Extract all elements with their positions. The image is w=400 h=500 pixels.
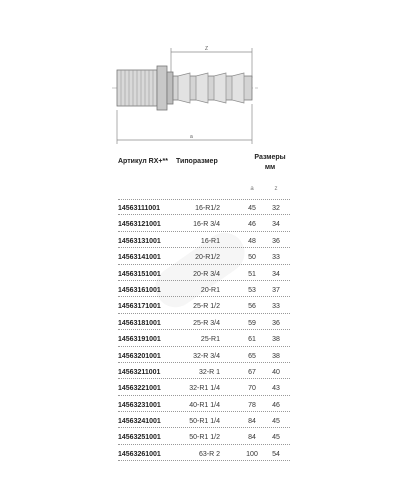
size-cell: 25-R 1/2 (193, 303, 220, 311)
size-cell: 16-R 3/4 (193, 221, 220, 229)
size-cell: 32-R1 1/4 (189, 385, 220, 393)
table-row (0, 281, 400, 297)
size-cell: 50-R1 1/4 (189, 418, 220, 426)
article-cell: 14563261001 (118, 450, 161, 458)
dim-z-cell: 46 (272, 401, 280, 409)
article-cell: 14563141001 (118, 254, 161, 262)
dim-a-cell: 53 (248, 286, 256, 294)
dim-a-cell: 67 (248, 368, 256, 376)
dim-a-cell: 61 (248, 336, 256, 344)
dim-z-cell: 38 (272, 352, 280, 360)
article-cell: 14563251001 (118, 434, 161, 442)
dim-z-cell: 38 (272, 336, 280, 344)
size-cell: 32-R 3/4 (193, 352, 220, 360)
dim-a-cell: 50 (248, 254, 256, 262)
dim-z-cell: 40 (272, 368, 280, 376)
article-cell: 14563191001 (118, 336, 161, 344)
size-cell: 25-R 3/4 (193, 319, 220, 327)
article-cell: 14563241001 (118, 418, 161, 426)
dim-label-a: a (190, 134, 193, 140)
size-cell: 50-R1 1/2 (189, 434, 220, 442)
size-cell: 63-R 2 (198, 450, 220, 458)
table-row (0, 248, 400, 264)
table-row (0, 396, 400, 412)
article-cell: 14563121001 (118, 221, 161, 229)
table-row (0, 199, 400, 215)
table-row (0, 379, 400, 395)
dim-a-cell: 59 (248, 319, 256, 327)
table-row (0, 412, 400, 428)
size-cell: 16-R1 (200, 237, 220, 245)
column-header-size: Типоразмер (176, 158, 218, 165)
column-header-dimensions-unit: мм (264, 164, 276, 171)
article-cell: 14563161001 (118, 286, 161, 294)
size-cell: 20-R1 (200, 286, 220, 294)
dim-a-cell: 78 (248, 401, 256, 409)
dim-z-cell: 43 (272, 385, 280, 393)
column-subheader-a: a (250, 186, 254, 192)
article-cell: 14563201001 (118, 352, 161, 360)
article-cell: 14563221001 (118, 385, 161, 393)
dim-z-cell: 37 (272, 286, 280, 294)
table-row (0, 215, 400, 231)
table-row (0, 330, 400, 346)
table-row (0, 297, 400, 313)
table-row (0, 265, 400, 281)
dim-a-cell: 70 (248, 385, 256, 393)
dim-z-cell: 45 (272, 434, 280, 442)
article-cell: 14563111001 (118, 205, 161, 212)
size-cell: 16-R1/2 (195, 205, 220, 212)
dim-a-cell: 46 (248, 221, 256, 229)
column-header-article: Артикул RX+** (118, 158, 168, 165)
fitting-body (117, 66, 252, 110)
article-cell: 14563151001 (118, 270, 161, 278)
column-header-dimensions (250, 153, 290, 173)
dim-a-cell: 45 (248, 205, 256, 212)
fitting-drawing (0, 0, 400, 150)
dim-z-cell: 33 (272, 254, 280, 262)
size-cell: 40-R1 1/4 (189, 401, 220, 409)
table-row (0, 363, 400, 379)
column-subheader-z: z (274, 186, 278, 192)
dimensions-table (0, 199, 400, 461)
dim-a-cell: 100 (246, 450, 258, 458)
dim-z-cell: 36 (272, 319, 280, 327)
dim-label-z: Z (205, 46, 209, 52)
article-cell: 14563211001 (118, 368, 161, 376)
table-row (0, 232, 400, 248)
table-row (0, 428, 400, 444)
dim-z-cell: 32 (272, 205, 280, 212)
dim-a-cell: 51 (248, 270, 256, 278)
dim-z-cell: 34 (272, 270, 280, 278)
dim-z-cell: 36 (272, 237, 280, 245)
dim-a-cell: 48 (248, 237, 256, 245)
size-cell: 25-R1 (200, 336, 220, 344)
article-cell: 14563171001 (118, 303, 161, 311)
size-cell: 20-R1/2 (195, 254, 220, 262)
column-header-dimensions-title: Размеры (254, 154, 286, 161)
dim-z-cell: 33 (272, 303, 280, 311)
dim-z-cell: 54 (272, 450, 280, 458)
dim-a-cell: 84 (248, 434, 256, 442)
table-row (0, 347, 400, 363)
dim-z-cell: 34 (272, 221, 280, 229)
dim-z-cell: 45 (272, 418, 280, 426)
size-cell: 32-R 1 (198, 368, 220, 376)
article-cell: 14563131001 (118, 237, 161, 245)
size-cell: 20-R 3/4 (193, 270, 220, 278)
dim-a-cell: 84 (248, 418, 256, 426)
article-cell: 14563181001 (118, 319, 161, 327)
article-cell: 14563231001 (118, 401, 161, 409)
dim-a-cell: 65 (248, 352, 256, 360)
table-row (0, 445, 400, 461)
dim-a-cell: 56 (248, 303, 256, 311)
table-row (0, 314, 400, 330)
